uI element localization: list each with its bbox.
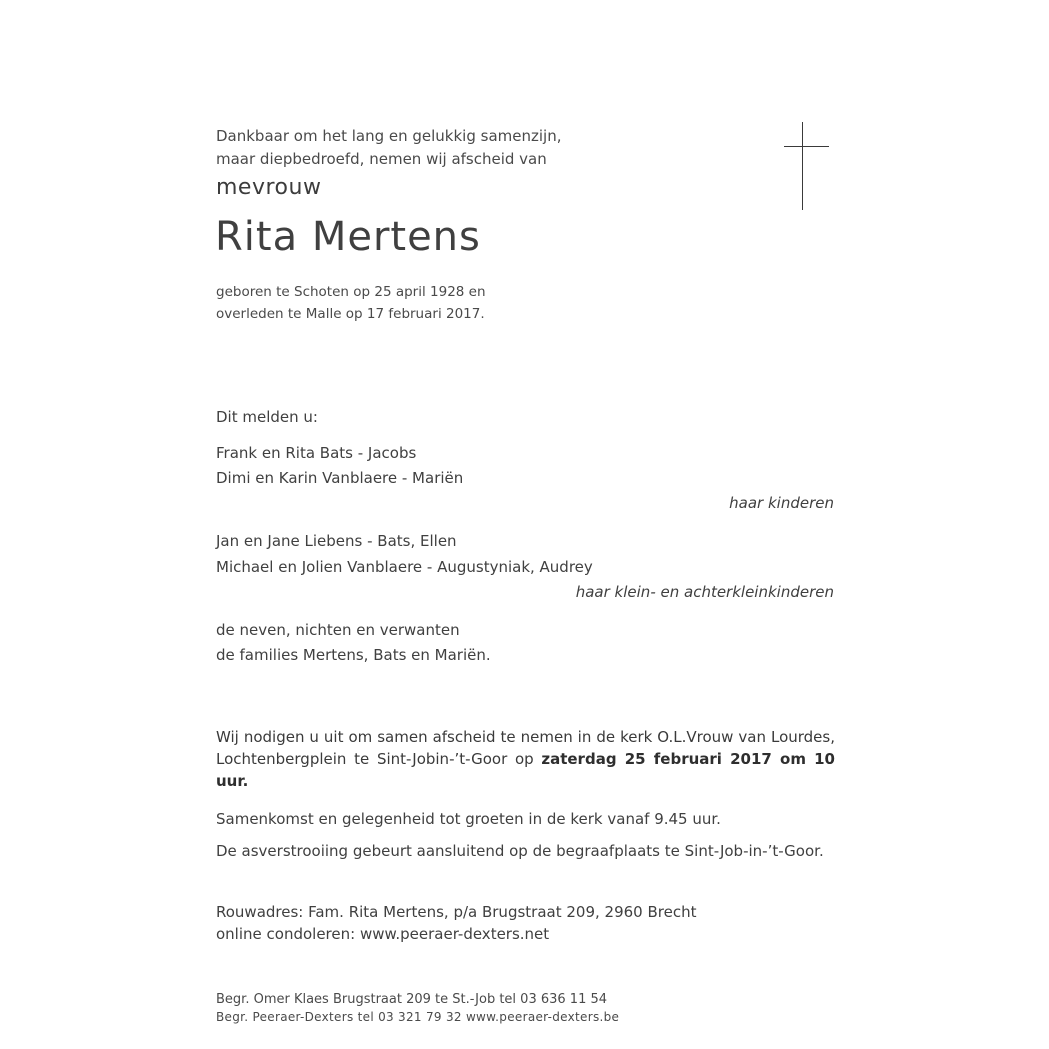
invite-text: Wij nodigen u uit om samen afscheid te nemen in de kerk O.L.Vrouw van Lourdes, Lochtenbergplein te Sint-Jobin-’t-Goor op xyxy=(216,728,835,768)
birth-death-info xyxy=(216,281,486,325)
grandchildren-role: haar klein- en achterkleinkinderen xyxy=(575,583,834,601)
footer-undertaker-2: Begr. Peeraer-Dexters tel 03 321 79 32 www.peeraer-dexters.be xyxy=(216,1010,620,1024)
funeral-invitation xyxy=(216,726,835,792)
relatives-line-2: de families Mertens, Bats en Mariën. xyxy=(216,646,491,664)
relatives-line-1: de neven, nichten en verwanten xyxy=(216,621,460,639)
children-line-1: Frank en Rita Bats - Jacobs xyxy=(216,444,417,462)
deceased-name: Rita Mertens xyxy=(215,214,481,260)
invite-date: zaterdag 25 februari 2017 om 10 uur. xyxy=(216,750,835,790)
honorific: mevrouw xyxy=(216,175,322,200)
scattering-info: De asverstrooiing gebeurt aansluitend op de begraafplaats te Sint-Job-in-’t-Goor. xyxy=(216,842,824,860)
birth-line: geboren te Schoten op 25 april 1928 en xyxy=(216,284,486,300)
footer-undertaker-1: Begr. Omer Klaes Brugstraat 209 te St.-Job tel 03 636 11 54 xyxy=(216,992,608,1007)
cross-icon-horizontal xyxy=(784,146,829,147)
online-condolence: online condoleren: www.peeraer-dexters.net xyxy=(216,925,550,943)
children-line-2: Dimi en Karin Vanblaere - Mariën xyxy=(216,469,464,487)
cross-icon-vertical xyxy=(802,122,803,210)
intro-text xyxy=(216,125,561,171)
intro-line-1: Dankbaar om het lang en gelukkig samenzijn, xyxy=(216,127,562,145)
gathering-info: Samenkomst en gelegenheid tot groeten in de kerk vanaf 9.45 uur. xyxy=(216,810,721,828)
children-role: haar kinderen xyxy=(729,494,834,512)
mourning-address: Rouwadres: Fam. Rita Mertens, p/a Brugstraat 209, 2960 Brecht xyxy=(216,903,697,921)
announce-label: Dit melden u: xyxy=(216,408,318,426)
intro-line-2: maar diepbedroefd, nemen wij afscheid van xyxy=(216,150,547,168)
grandchildren-line-2: Michael en Jolien Vanblaere - Augustyniak, Audrey xyxy=(216,558,593,576)
death-line: overleden te Malle op 17 februari 2017. xyxy=(216,306,485,322)
grandchildren-line-1: Jan en Jane Liebens - Bats, Ellen xyxy=(216,532,457,550)
